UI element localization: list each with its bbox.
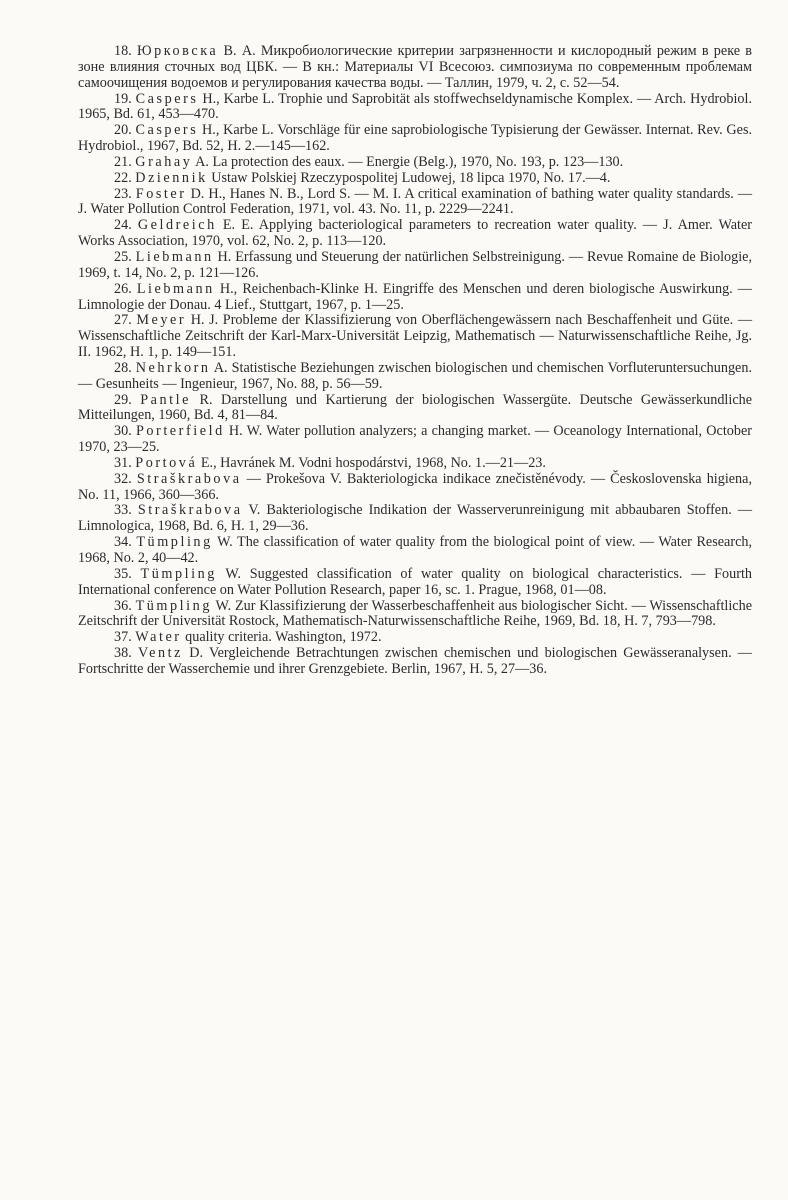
reference-item: [78, 123, 752, 155]
ref-author: Portová: [135, 454, 198, 471]
ref-text: H. J. Probleme der Klassifizierung von Oberflächengewässern nach Beschaffenheit und Güte. — Wissenschaftliche Zeitschrift der Karl-Marx-Universität Leipzig, Mathematisch — Naturwissenschaftliche Reihe, Jg. II. 1962, H. 1, p. 149—151.: [78, 312, 753, 361]
ref-author: Straškrabova: [137, 502, 243, 519]
reference-item: [78, 503, 752, 535]
ref-author: Grahay: [135, 153, 193, 170]
reference-item: [78, 187, 752, 219]
ref-author: Porterfield: [135, 423, 225, 440]
reference-item: [78, 630, 752, 646]
reference-item: [78, 535, 752, 567]
ref-number: 34.: [114, 534, 132, 551]
reference-item: [78, 424, 752, 456]
ref-text: W. The classification of water quality from the biological point of view. — Water Research, 1968, No. 2, 40—42.: [78, 534, 753, 566]
ref-number: 33.: [114, 502, 132, 519]
ref-number: 35.: [114, 565, 132, 582]
ref-text: D. Vergleichende Betrachtungen zwischen chemischen und biologischen Gewässeranalysen. — Fortschritte der Wasserchemie und ihrer Grenzgebiete. Berlin, 1967, H. 5, 27—36.: [78, 645, 752, 677]
ref-number: 21.: [114, 153, 132, 170]
ref-number: 27.: [114, 312, 132, 329]
ref-number: 37.: [114, 629, 132, 646]
ref-number: 22.: [114, 169, 132, 186]
reference-item: [78, 567, 752, 599]
reference-item: [78, 155, 752, 171]
ref-author: Nehrkorn: [135, 359, 211, 376]
ref-number: 32.: [114, 470, 132, 487]
ref-author: Tümpling: [140, 565, 217, 582]
ref-text: E. E. Applying bacteriological parameters to recreation water quality. — J. Amer. Water Works Association, 1970, vol. 62, No. 2, p. 113—120.: [78, 217, 752, 250]
reference-list: [78, 44, 752, 678]
ref-number: 19.: [114, 90, 132, 107]
ref-number: 23.: [114, 185, 132, 202]
ref-number: 30.: [114, 423, 132, 440]
ref-number: 28.: [114, 359, 132, 376]
ref-author: Straškrabova: [136, 470, 242, 487]
ref-text: R. Darstellung und Kartierung der biologischen Wassergüte. Deutsche Gewässerkundliche Mitteilungen, 1960, Bd. 4, 81—84.: [78, 391, 753, 424]
ref-number: 20.: [114, 122, 132, 139]
ref-text: W. Zur Klassifizierung der Wasserbeschaffenheit aus biologischer Sicht. — Wissenschaftliche Zeitschrift der Universität Rostock, Mathematisch-Naturwissenschaftliche Reihe, 1969, Bd. 18, H. 7, 793—798.: [78, 597, 752, 630]
reference-item: [78, 171, 752, 187]
ref-author: Юрковска: [137, 43, 219, 59]
ref-author: Caspers: [135, 122, 199, 139]
ref-text: W. Suggested classification of water quality on biological characteristics. — Fourth International conference on Water Pollution Research, paper 16, sc. 1. Prague, 1968, 01—08.: [78, 565, 752, 598]
ref-number: 29.: [114, 391, 132, 408]
reference-item: [78, 282, 752, 314]
ref-number: 24.: [114, 217, 132, 234]
reference-item: [78, 361, 752, 393]
ref-author: Geldreich: [137, 217, 217, 234]
ref-text: H. W. Water pollution analyzers; a changing market. — Oceanology International, October 1970, 23—25.: [78, 423, 752, 456]
ref-number: 36.: [114, 597, 132, 614]
reference-item: [78, 456, 752, 472]
ref-author: Dziennik: [135, 169, 208, 186]
ref-author: Tümpling: [136, 534, 213, 551]
reference-item: [78, 472, 752, 504]
ref-author: Liebmann: [135, 248, 214, 265]
ref-number: 18.: [114, 43, 132, 59]
ref-text: A. Statistische Beziehungen zwischen biologischen und chemischen Vorfluteruntersuchungen. — Gesunheits — Ingenieur, 1967, No. 88, p. 56—59.: [78, 359, 752, 392]
ref-number: 31.: [114, 454, 132, 471]
ref-number: 25.: [114, 248, 132, 265]
reference-item: [78, 646, 752, 678]
ref-author: Meyer: [136, 312, 187, 329]
ref-author: Water: [135, 629, 182, 646]
ref-text: H., Karbe L. Vorschläge für eine saprobiologische Typisierung der Gewässer. Internat. Rev. Ges. Hydrobiol., 1967, Bd. 52, H. 2.—145—162.: [78, 122, 753, 155]
ref-author: Foster: [135, 185, 187, 202]
reference-item: [78, 393, 752, 425]
ref-text: В. А. Микробиологические критерии загрязненности и кислородный режим в реке в зоне влияния сточных вод ЦБК. — В кн.: Материалы VI Всесоюз. симпозиума по современным проблемам самоочищения водоемов и регулирования качества воды. — Таллин, 1979, ч. 2, с. 52—54.: [78, 43, 752, 91]
ref-author: Liebmann: [136, 280, 215, 297]
ref-text: V. Bakteriologische Indikation der Wasserverunreinigung mit abbaubaren Stoffen. — Limnologica, 1968, Bd. 6, H. 1, 29—36.: [78, 502, 753, 535]
ref-author: Tümpling: [135, 597, 212, 614]
ref-author: Caspers: [135, 90, 199, 107]
ref-text: H. Erfassung und Steuerung der natürlichen Selbstreinigung. — Revue Romaine de Biologie, 1969, t. 14, No. 2, p. 121—126.: [78, 248, 752, 281]
ref-number: 38.: [114, 645, 132, 662]
ref-text: E., Havránek M. Vodni hospodárstvi, 1968, No. 1.—21—23.: [197, 454, 546, 471]
ref-number: 26.: [114, 280, 132, 297]
reference-item: [78, 218, 752, 250]
reference-item: [78, 599, 752, 631]
ref-text: — Prokešova V. Bakteriologicka indikace znečistěnévody. — Československa higiena, No. 11, 1966, 360—366.: [78, 470, 752, 503]
reference-item: [78, 92, 752, 124]
reference-item: [78, 313, 752, 361]
ref-text: D. H., Hanes N. B., Lord S. — M. I. A critical examination of bathing water quality standards. — J. Water Pollution Control Federation, 1971, vol. 43. No. 11, p. 2229—2241.: [78, 185, 753, 218]
reference-item: [78, 250, 752, 282]
reference-item: [78, 44, 752, 92]
ref-text: A. La protection des eaux. — Energie (Belg.), 1970, No. 193, p. 123—130.: [192, 153, 624, 170]
ref-text: Ustaw Polskiej Rzeczypospolitej Ludowej, 18 lipca 1970, No. 17.—4.: [207, 169, 611, 186]
ref-author: Ventz: [137, 645, 184, 662]
ref-author: Pantle: [140, 391, 192, 408]
ref-text: H., Reichenbach-Klinke H. Eingriffe des Menschen und deren biologische Auswirkung. — Limnologie der Donau. 4 Lief., Stuttgart, 1967, p. 1—25.: [78, 280, 752, 313]
ref-text: H., Karbe L. Trophie und Saprobität als stoffwechseldynamische Komplex. — Arch. Hydrobiol. 1965, Bd. 61, 453—470.: [78, 90, 752, 123]
ref-text: quality criteria. Washington, 1972.: [181, 629, 382, 646]
